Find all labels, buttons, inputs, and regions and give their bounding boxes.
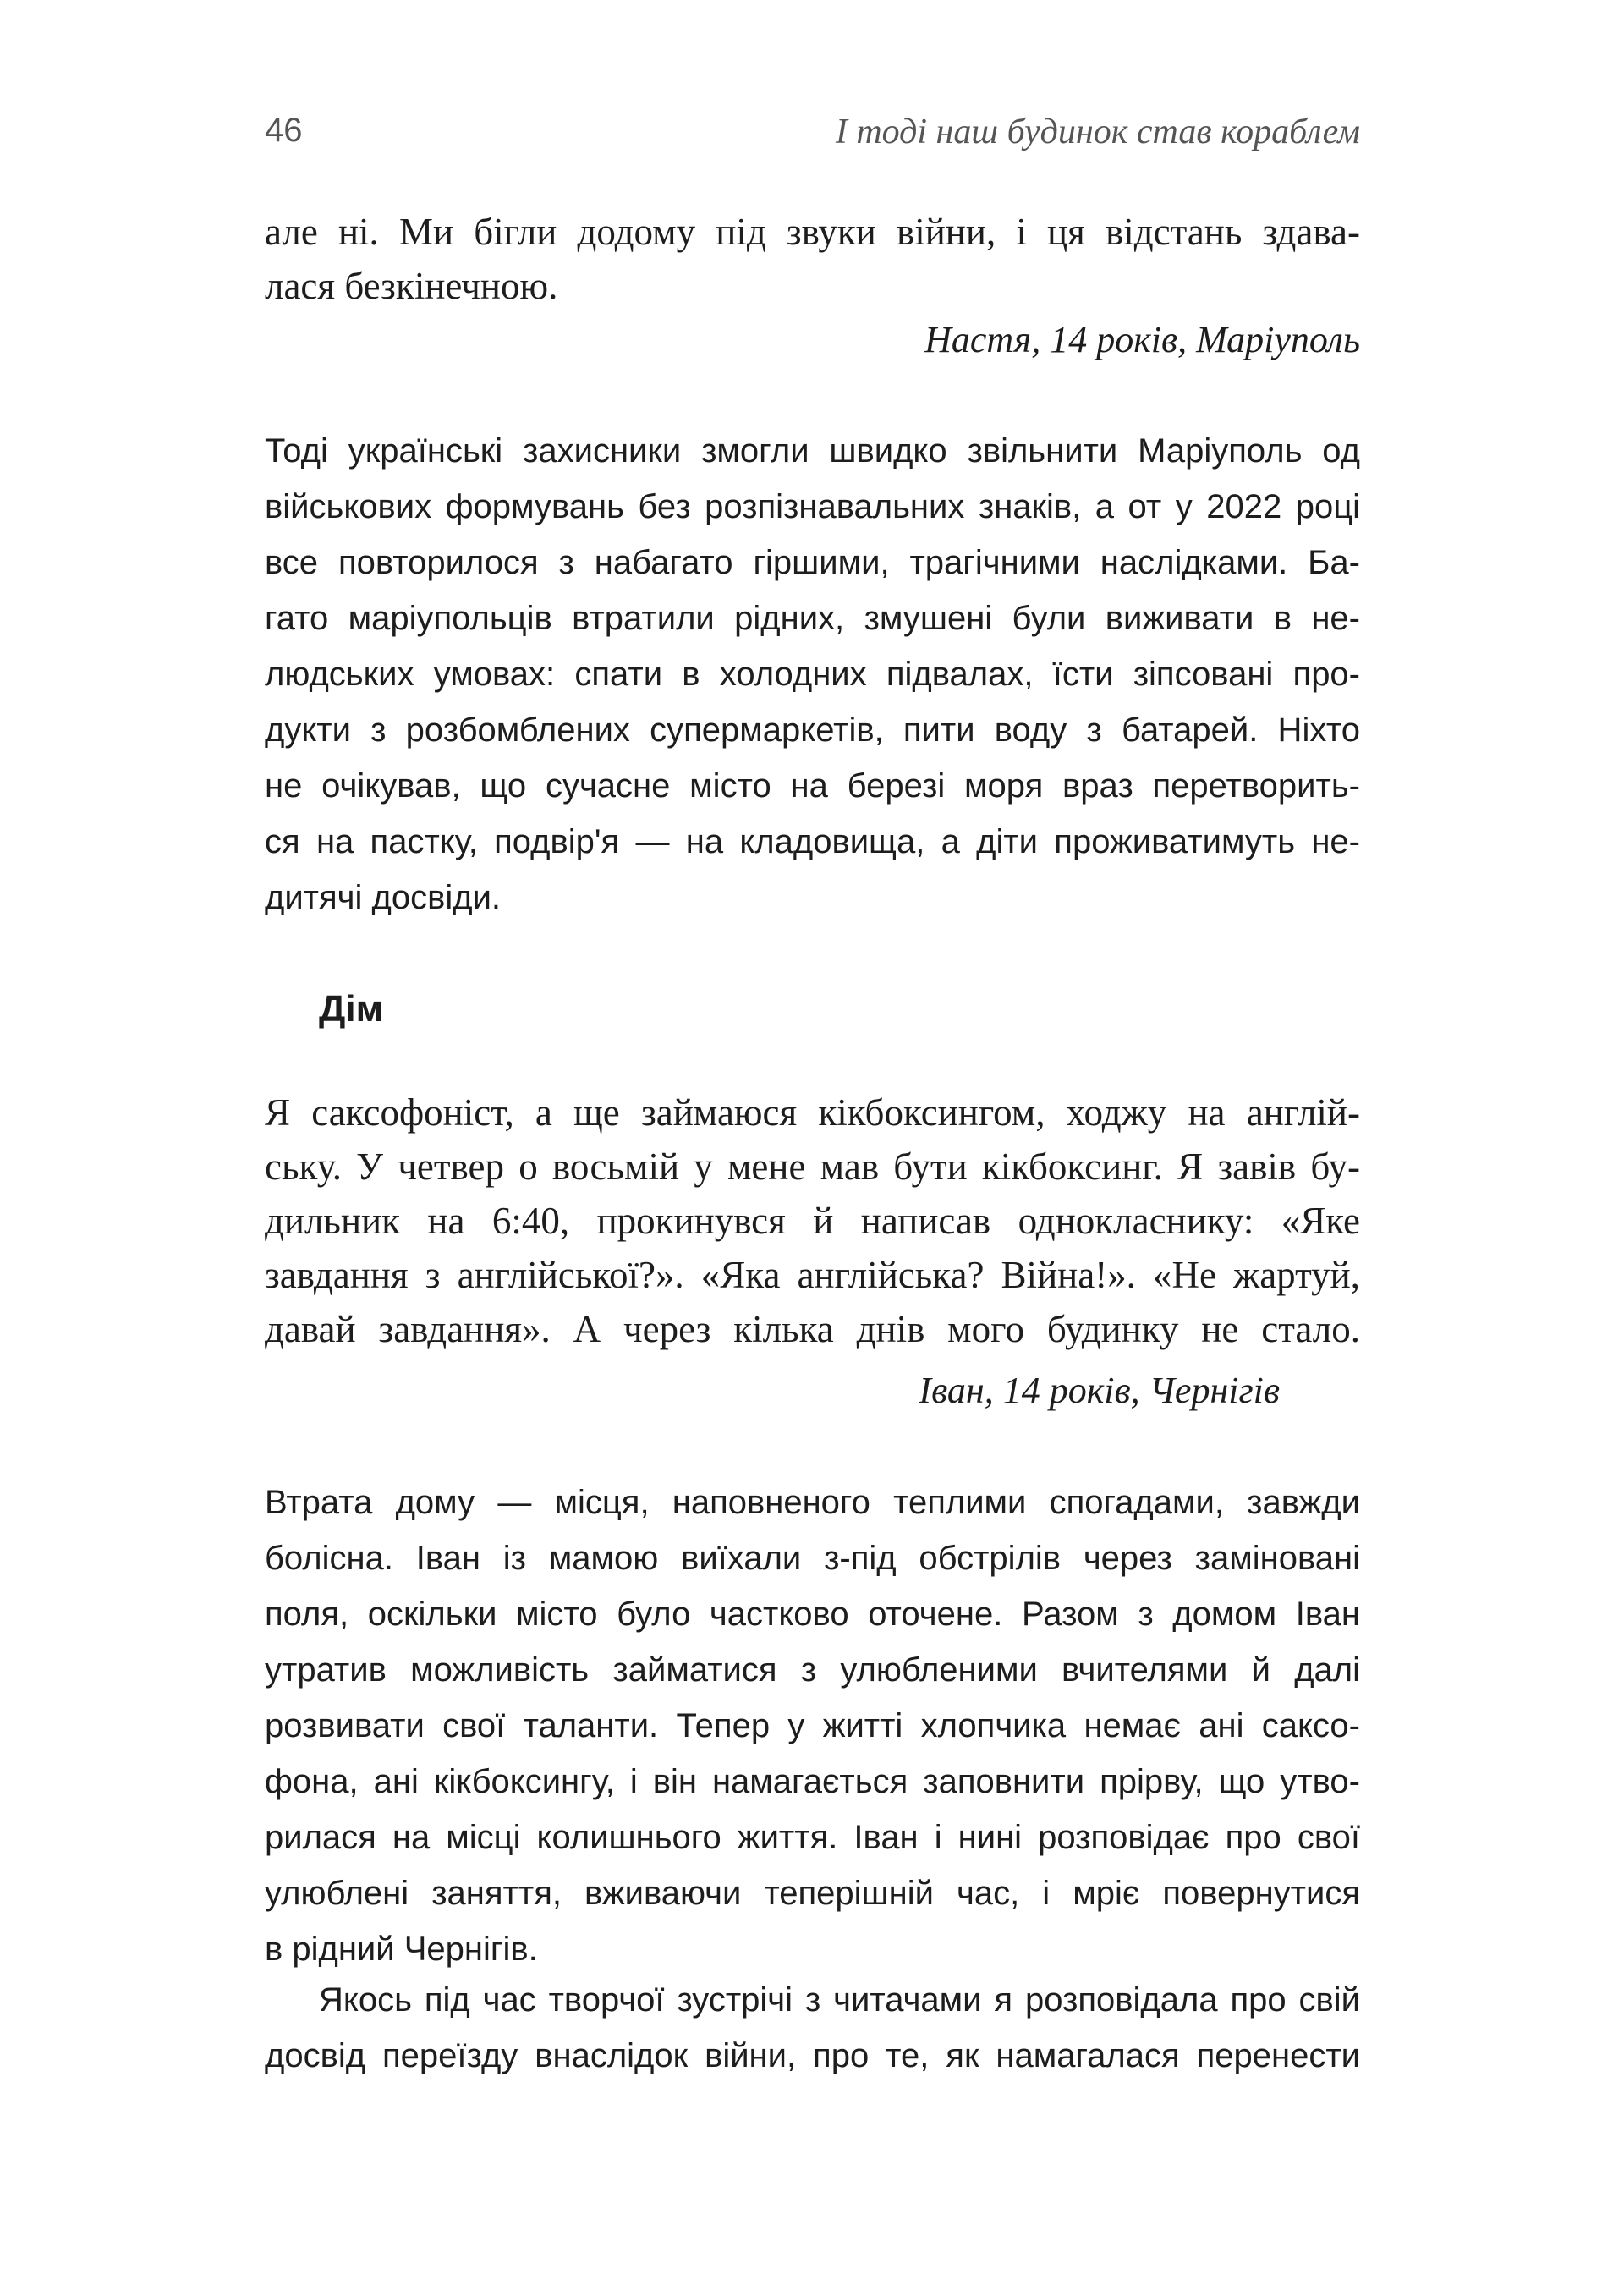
quote-attribution-1: Настя, 14 років, Маріуполь [924,319,1360,360]
paragraph-2 [265,1475,1360,1977]
quote-line: давай завдання». А через кілька днів мого будинку не стало. [265,1308,1360,1350]
quote-line: лася безкінечною. [265,265,558,307]
quote-line: Я саксофоніст, а ще займаюся кікбоксингом, ходжу на англій- [265,1091,1360,1134]
quote-line: завдання з англійської?». «Яка англійська? Війна!». «Не жартуй, [265,1254,1360,1296]
paragraph-line: фона, ані кікбоксингу, і він намагається заповнити прірву, що утво- [265,1763,1360,1800]
paragraph-line: не очікував, що сучасне місто на березі моря враз перетворить- [265,767,1360,805]
paragraph-line: в рідний Чернігів. [265,1931,538,1968]
quote-attribution-2: Іван, 14 років, Чернігів [919,1370,1280,1411]
paragraph-1 [265,423,1360,926]
paragraph-line: Тоді українські захисники змогли швидко звільнити Маріуполь од [265,432,1360,470]
quote-line: але ні. Ми бігли додому під звуки війни, і ця відстань здава- [265,211,1360,253]
paragraph-line: гато маріупольців втратили рідних, змушені були виживати в не- [265,600,1360,637]
paragraph-line: все повторилося з набагато гіршими, трагічними наслідками. Ба- [265,544,1360,581]
quote-block-1 [265,205,1360,313]
paragraph-line: Втрата дому — місця, наповненого теплими спогадами, завжди [265,1484,1360,1521]
section-heading: Дім [319,988,384,1030]
running-title: І тоді наш будинок став кораблем [835,113,1360,151]
paragraph-line: людських умовах: спати в холодних підвалах, їсти зіпсовані про- [265,656,1360,693]
paragraph-line: військових формувань без розпізнавальних знаків, а от у 2022 році [265,488,1360,525]
paragraph-3 [265,1972,1360,2084]
paragraph-line: дукти з розбомблених супермаркетів, пити воду з батарей. Ніхто [265,711,1360,749]
paragraph-line: досвід переїзду внаслідок війни, про те, як намагалася перенести [265,2037,1360,2074]
paragraph-line: ся на пастку, подвір'я — на кладовища, а діти проживатимуть не- [265,823,1360,860]
paragraph-line: поля, оскільки місто було частково оточене. Разом з домом Іван [265,1596,1360,1633]
quote-line: ську. У четвер о восьмій у мене мав бути кікбоксинг. Я завів бу- [265,1145,1360,1188]
quote-block-2 [265,1085,1360,1356]
paragraph-line: болісна. Іван із мамою виїхали з-під обстрілів через заміновані [265,1540,1360,1577]
paragraph-line: утратив можливість займатися з улюбленими вчителями й далі [265,1651,1360,1689]
running-header [265,112,1360,162]
paragraph-line: улюблені заняття, вживаючи теперішній час, і мріє повернутися [265,1875,1360,1912]
paragraph-line: дитячі досвіди. [265,879,502,916]
paragraph-line: Якось під час творчої зустрічі з читачами я розповідала про свій [319,1981,1360,2019]
quote-line: дильник на 6:40, прокинувся й написав однокласнику: «Яке [265,1200,1360,1242]
page-number: 46 [265,112,303,149]
paragraph-line: розвивати свої таланти. Тепер у житті хлопчика немає ані саксо- [265,1707,1360,1744]
paragraph-line: рилася на місці колишнього життя. Іван і нині розповідає про свої [265,1819,1360,1856]
